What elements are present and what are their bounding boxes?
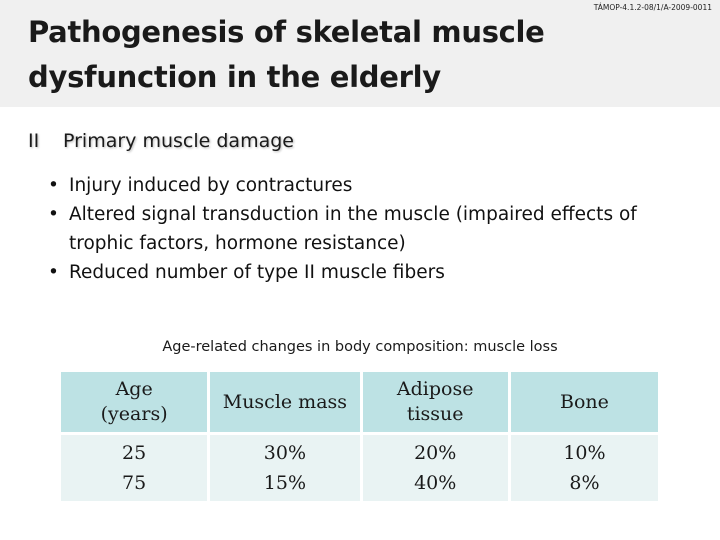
column-header-adipose-line-1: Adipose — [396, 378, 474, 400]
column-header-age-line-1: Age — [115, 378, 153, 400]
body-composition-table — [58, 369, 661, 509]
muscle-value: 15% — [263, 472, 306, 494]
slide-title-line-1: Pathogenesis of skeletal muscle — [28, 15, 545, 49]
bullet-item: • Reduced number of type II muscle fibers — [48, 258, 688, 287]
project-code: TÁMOP-4.1.2-08/1/A-2009-0011 — [593, 3, 712, 12]
age-value: 25 — [122, 442, 147, 464]
slide-title — [28, 10, 588, 100]
table-header-row — [61, 372, 658, 432]
slide-title-line-2: dysfunction in the elderly — [28, 60, 441, 94]
table-body-row — [61, 435, 658, 501]
bone-cell — [511, 435, 658, 501]
adipose-value: 20% — [414, 442, 457, 464]
bullet-item: • Injury induced by contractures — [48, 171, 688, 200]
table-caption: Age-related changes in body composition: muscle loss — [162, 339, 558, 355]
muscle-cell — [210, 435, 359, 501]
bone-value: 8% — [569, 472, 600, 494]
section-heading — [28, 130, 294, 152]
bullet-item: • Altered signal transduction in the muscle (impaired effects of trophic factors, hormone resistance) — [48, 200, 688, 258]
section-number: II — [28, 130, 40, 152]
column-header-adipose-line-2: tissue — [406, 403, 464, 425]
column-header-bone: Bone — [511, 372, 658, 432]
section-heading-text: Primary muscle damage — [63, 130, 294, 152]
column-header-age — [61, 372, 207, 432]
bullet-list — [48, 171, 688, 287]
adipose-value: 40% — [414, 472, 457, 494]
age-value: 75 — [122, 472, 147, 494]
column-header-muscle: Muscle mass — [210, 372, 359, 432]
column-header-adipose — [363, 372, 508, 432]
muscle-value: 30% — [263, 442, 306, 464]
age-cell — [61, 435, 207, 501]
bone-value: 10% — [563, 442, 606, 464]
adipose-cell — [363, 435, 508, 501]
column-header-age-line-2: (years) — [100, 403, 168, 425]
